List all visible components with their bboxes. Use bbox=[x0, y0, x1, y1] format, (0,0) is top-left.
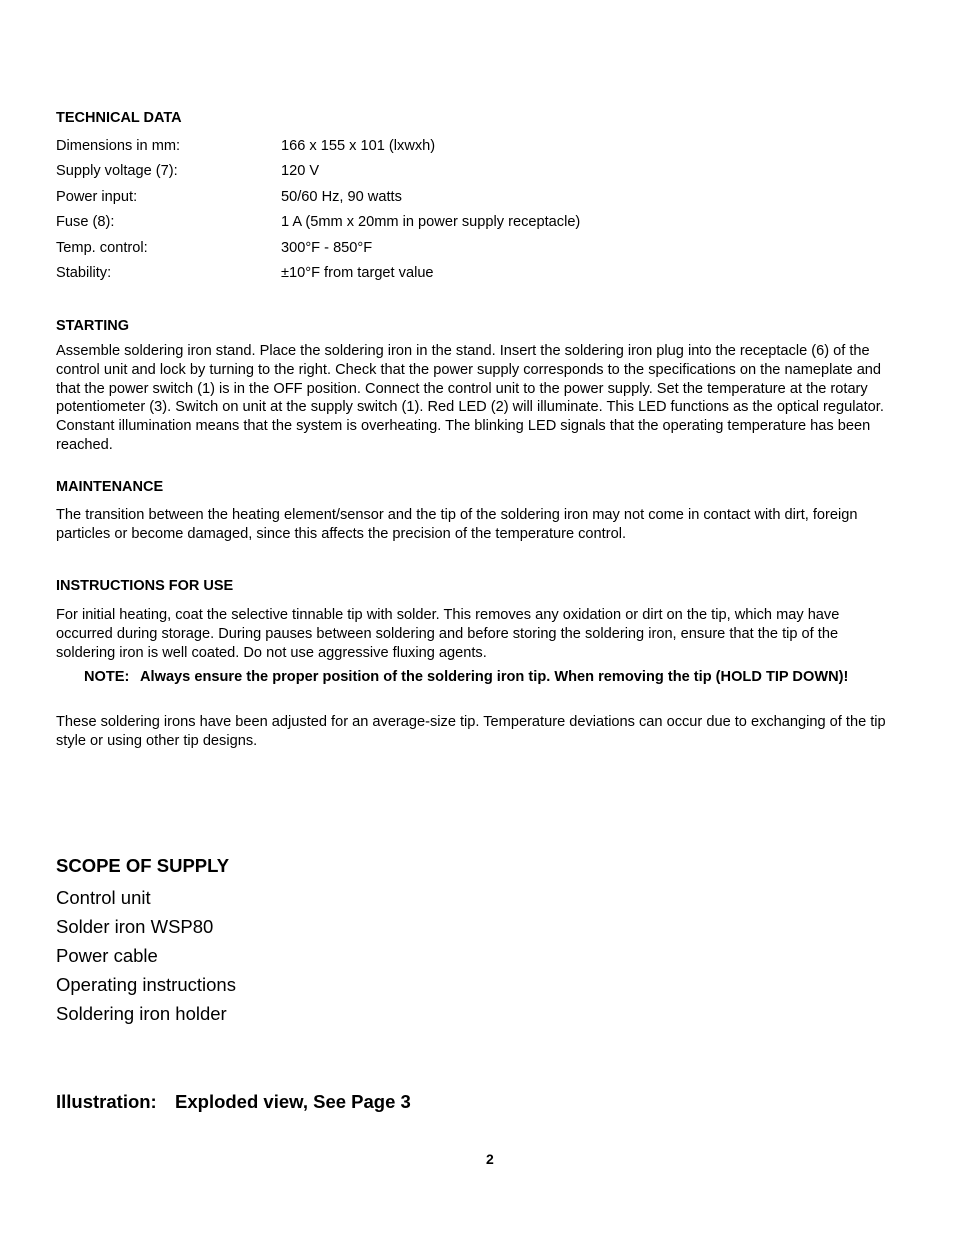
scope-list bbox=[56, 887, 236, 1032]
list-item: Operating instructions bbox=[56, 974, 236, 995]
tech-label: Temp. control: bbox=[56, 240, 148, 256]
instructions-paragraph: For initial heating, coat the selective tinnable tip with solder. This removes any oxidation or dirt on the tip, which may have occurred during storage. During pauses between soldering and before storing the soldering iron, ensure that the tip of the soldering iron is well coated. Do not use aggressive fluxing agents. bbox=[56, 607, 840, 661]
tech-value: ±10°F from target value bbox=[281, 265, 434, 281]
tech-value: 300°F - 850°F bbox=[281, 240, 373, 256]
tech-row-supply-voltage bbox=[56, 163, 856, 183]
tech-label: Stability: bbox=[56, 265, 112, 281]
tech-row-temp-control bbox=[56, 240, 856, 260]
illustration-text: Exploded view, See Page 3 bbox=[175, 1091, 411, 1112]
tech-row-dimensions bbox=[56, 138, 856, 158]
page-number: 2 bbox=[486, 1151, 494, 1167]
starting-paragraph: Assemble soldering iron stand. Place the soldering iron in the stand. Insert the soldering iron plug into the receptacle (6) of the control unit and lock by turning to the right. Check that the power supply corresponds to the specifications on the nameplate and that the power switch (1) is in the OFF position. Connect the control unit to the power supply. Set the temperature at the rotary potentiometer (3). Switch on unit at the supply switch (1). Red LED (2) will illuminate. This LED functions as the optical regulator. Constant illumination means that the system is overheating. The blinking LED signals that the operating temperature has been reached. bbox=[56, 343, 884, 453]
tech-value: 50/60 Hz, 90 watts bbox=[281, 189, 402, 205]
list-item: Soldering iron holder bbox=[56, 1003, 227, 1024]
note-text: Always ensure the proper position of the soldering iron tip. When removing the tip (HOLD TIP DOWN)! bbox=[140, 669, 849, 685]
illustration-reference bbox=[56, 1091, 411, 1113]
list-item: Control unit bbox=[56, 887, 151, 908]
instructions-heading: INSTRUCTIONS FOR USE bbox=[56, 578, 234, 594]
technical-data-heading: TECHNICAL DATA bbox=[56, 110, 182, 126]
tech-label: Supply voltage (7): bbox=[56, 163, 178, 179]
maintenance-heading: MAINTENANCE bbox=[56, 479, 164, 495]
instructions-paragraph-after: These soldering irons have been adjusted for an average-size tip. Temperature deviations can occur due to exchanging of the tip style or using other tip designs. bbox=[56, 714, 886, 749]
maintenance-paragraph: The transition between the heating element/sensor and the tip of the soldering iron may not come in contact with dirt, foreign particles or become damaged, since this affects the precision of the temperature control. bbox=[56, 507, 858, 542]
tech-row-stability bbox=[56, 265, 856, 285]
tech-value: 1 A (5mm x 20mm in power supply receptacle) bbox=[281, 214, 581, 230]
tech-row-fuse bbox=[56, 214, 856, 234]
tech-label: Fuse (8): bbox=[56, 214, 115, 230]
tech-row-power-input bbox=[56, 189, 856, 209]
starting-heading: STARTING bbox=[56, 318, 130, 334]
tech-label: Power input: bbox=[56, 189, 138, 205]
scope-heading: SCOPE OF SUPPLY bbox=[56, 855, 230, 876]
illustration-label: Illustration: bbox=[56, 1091, 157, 1112]
note-label: NOTE: bbox=[84, 669, 130, 685]
tech-label: Dimensions in mm: bbox=[56, 138, 181, 154]
list-item: Solder iron WSP80 bbox=[56, 916, 214, 937]
list-item: Power cable bbox=[56, 945, 158, 966]
tech-value: 120 V bbox=[281, 163, 320, 179]
tech-value: 166 x 155 x 101 (lxwxh) bbox=[281, 138, 436, 154]
